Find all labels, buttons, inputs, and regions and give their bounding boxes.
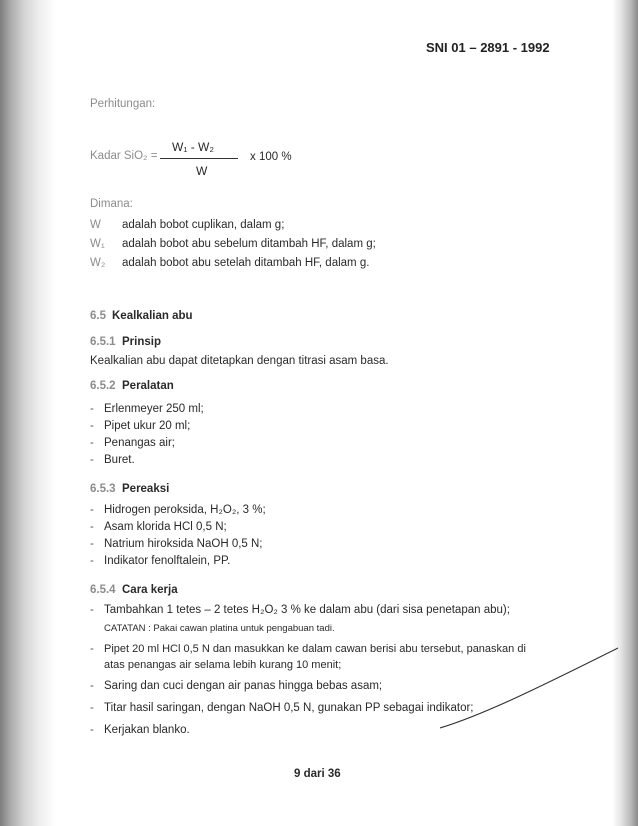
- list-item: Erlenmeyer 250 ml;: [104, 403, 204, 415]
- list-dash: -: [90, 643, 94, 655]
- subsection-number: 6.5.1: [90, 336, 116, 348]
- procedure-step: Tambahkan 1 tetes – 2 tetes H₂O₂ 3 % ke dalam abu (dari sisa penetapan abu);: [104, 604, 510, 616]
- list-dash: -: [90, 604, 94, 616]
- list-item: Penangas air;: [104, 437, 175, 449]
- list-dash: -: [90, 521, 94, 533]
- subsection-number: 6.5.2: [90, 380, 116, 392]
- dimana-symbol: W₁: [90, 238, 105, 250]
- formula-multiplier: x 100 %: [250, 151, 292, 163]
- scan-shadow-left: [0, 0, 56, 826]
- list-item: Natrium hiroksida NaOH 0,5 N;: [104, 538, 263, 550]
- list-item: Buret.: [104, 454, 135, 466]
- subsection-number: 6.5.3: [90, 483, 116, 495]
- list-dash: -: [90, 454, 94, 466]
- subsection-title: Prinsip: [122, 336, 161, 348]
- dimana-description: adalah bobot cuplikan, dalam g;: [122, 219, 285, 231]
- pen-stroke-mark: [440, 620, 620, 730]
- dimana-description: adalah bobot abu sebelum ditambah HF, dalam g;: [122, 238, 376, 250]
- list-dash: -: [90, 724, 94, 736]
- subsection-number: 6.5.4: [90, 584, 116, 596]
- procedure-step-continued: atas penangas air selama lebih kurang 10 menit;: [104, 659, 342, 671]
- dimana-symbol: W₂: [90, 257, 106, 269]
- list-dash: -: [90, 680, 94, 692]
- list-dash: -: [90, 437, 94, 449]
- fraction-line: [160, 158, 238, 159]
- section-number: 6.5: [90, 310, 106, 322]
- dimana-label: Dimana:: [90, 198, 133, 210]
- subsection-title: Pereaksi: [122, 483, 170, 495]
- formula-lhs: Kadar SiO₂ =: [90, 150, 158, 162]
- list-dash: -: [90, 504, 94, 516]
- prinsip-text: Kealkalian abu dapat ditetapkan dengan titrasi asam basa.: [90, 355, 389, 367]
- list-item: Pipet ukur 20 ml;: [104, 420, 191, 432]
- list-item: Asam klorida HCl 0,5 N;: [104, 521, 227, 533]
- list-dash: -: [90, 403, 94, 415]
- formula-numerator: W₁ - W₂: [172, 140, 215, 154]
- list-dash: -: [90, 702, 94, 714]
- list-dash: -: [90, 555, 94, 567]
- procedure-step: Saring dan cuci dengan air panas hingga bebas asam;: [104, 680, 383, 692]
- formula-denominator: W: [196, 164, 208, 178]
- document-id-header: SNI 01 – 2891 - 1992: [426, 40, 550, 55]
- calc-label: Perhitungan:: [90, 98, 156, 110]
- page-number: 9 dari 36: [294, 768, 341, 780]
- dimana-description: adalah bobot abu setelah ditambah HF, dalam g.: [122, 257, 370, 269]
- list-item: Hidrogen peroksida, H₂O₂, 3 %;: [104, 504, 266, 516]
- catatan-note: CATATAN : Pakai cawan platina untuk pengabuan tadi.: [104, 623, 335, 634]
- dimana-symbol: W: [90, 219, 101, 231]
- list-item: Indikator fenolftalein, PP.: [104, 555, 231, 567]
- subsection-title: Cara kerja: [122, 584, 178, 596]
- subsection-title: Peralatan: [122, 380, 174, 392]
- procedure-step: Pipet 20 ml HCl 0,5 N dan masukkan ke dalam cawan berisi abu tersebut, panaskan di: [104, 643, 526, 655]
- procedure-step: Titar hasil saringan, dengan NaOH 0,5 N, gunakan PP sebagai indikator;: [104, 702, 474, 714]
- list-dash: -: [90, 420, 94, 432]
- section-title: Kealkalian abu: [112, 310, 193, 322]
- list-dash: -: [90, 538, 94, 550]
- procedure-step: Kerjakan blanko.: [104, 724, 190, 736]
